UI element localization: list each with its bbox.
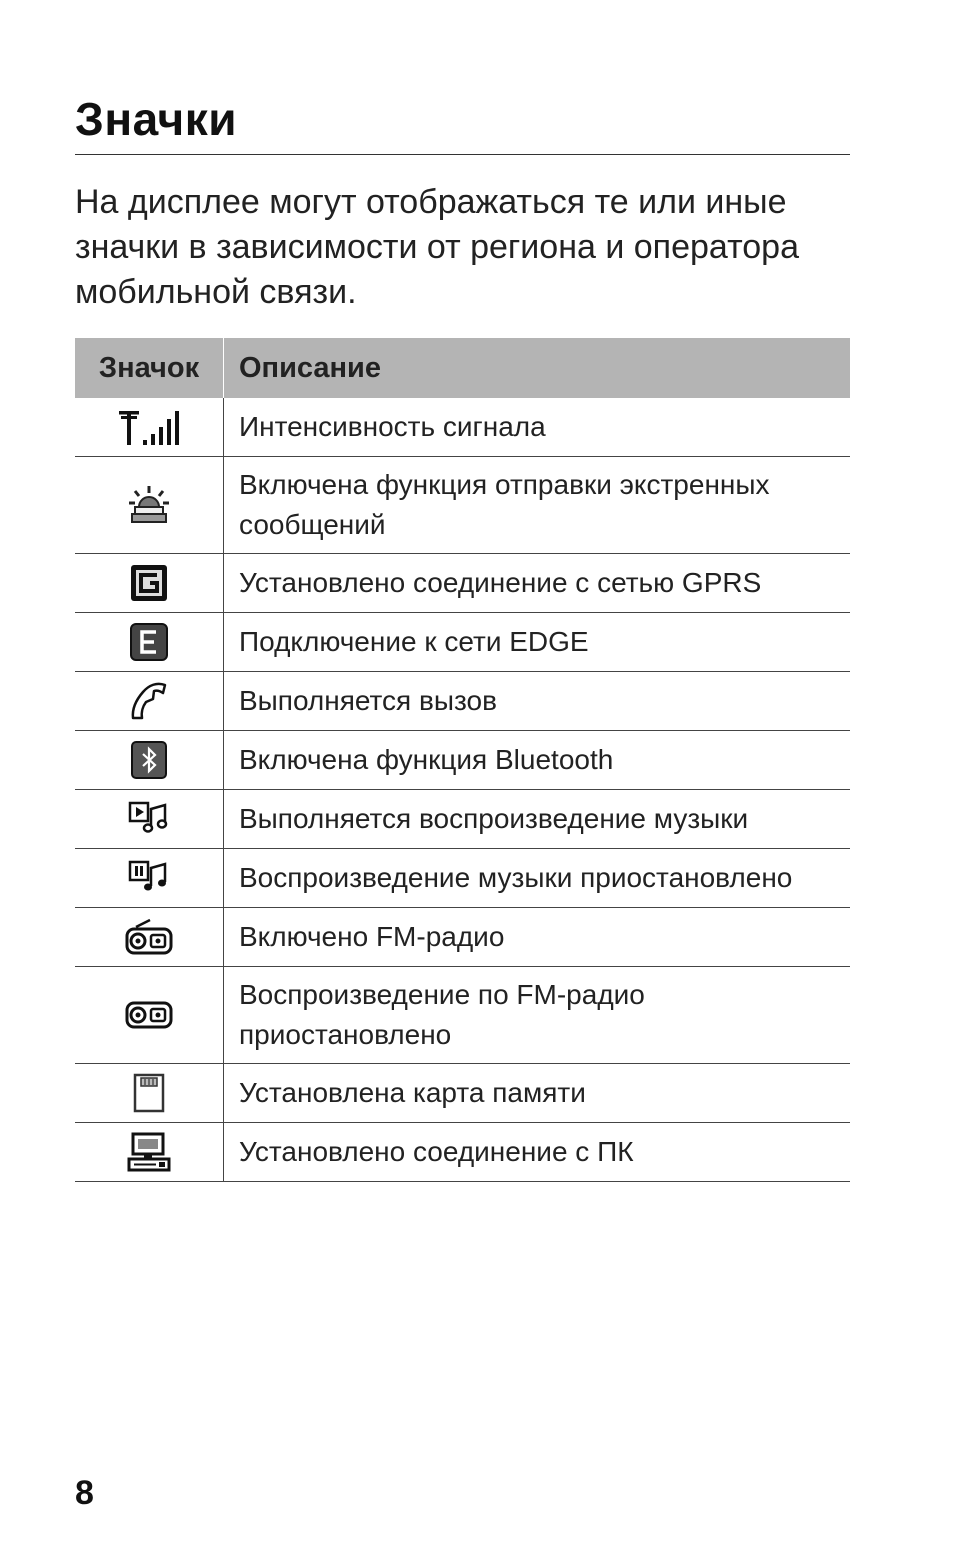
icons-table xyxy=(75,338,850,1182)
table-row xyxy=(75,849,850,908)
row-description: Интенсивность сигнала xyxy=(224,398,851,457)
signal-strength-icon xyxy=(117,407,181,447)
row-description: Установлена карта памяти xyxy=(224,1064,851,1123)
row-description: Выполняется воспроизведение музыки xyxy=(224,790,851,849)
table-header-row xyxy=(75,338,850,398)
table-row xyxy=(75,672,850,731)
table-row xyxy=(75,613,850,672)
page-title: Значки xyxy=(75,93,238,145)
row-description: Выполняется вызов xyxy=(224,672,851,731)
music-playing-icon xyxy=(127,799,171,839)
fm-radio-on-icon xyxy=(124,917,174,957)
row-description: Подключение к сети EDGE xyxy=(224,613,851,672)
table-row xyxy=(75,967,850,1064)
row-description: Включена функция отправки экстренных сообщений xyxy=(224,457,851,554)
header-icon-column: Значок xyxy=(75,338,224,398)
row-description: Установлено соединение с ПК xyxy=(224,1123,851,1182)
title-divider xyxy=(75,154,850,155)
table-row xyxy=(75,398,850,457)
row-description: Включено FM-радио xyxy=(224,908,851,967)
table-row xyxy=(75,1123,850,1182)
edge-icon xyxy=(129,622,169,662)
header-description-column: Описание xyxy=(224,338,851,398)
music-paused-icon xyxy=(127,858,171,898)
sos-alarm-icon xyxy=(126,483,172,527)
page-number: 8 xyxy=(75,1474,94,1512)
table-row xyxy=(75,731,850,790)
table-row xyxy=(75,554,850,613)
table-row xyxy=(75,457,850,554)
row-description: Воспроизведение музыки приостановлено xyxy=(224,849,851,908)
gprs-icon xyxy=(129,563,169,603)
pc-connection-icon xyxy=(126,1131,172,1173)
row-description: Установлено соединение с сетью GPRS xyxy=(224,554,851,613)
intro-paragraph: На дисплее могут отображаться те или иные значки в зависимости от региона и оператора мобильной связи. xyxy=(75,183,799,311)
row-description: Воспроизведение по FM-радио приостановлено xyxy=(224,967,851,1064)
memory-card-icon xyxy=(131,1072,167,1114)
row-description: Включена функция Bluetooth xyxy=(224,731,851,790)
call-handset-icon xyxy=(127,679,171,723)
bluetooth-icon xyxy=(129,740,169,780)
fm-radio-paused-icon xyxy=(124,997,174,1033)
table-row xyxy=(75,908,850,967)
table-row xyxy=(75,790,850,849)
table-row xyxy=(75,1064,850,1123)
